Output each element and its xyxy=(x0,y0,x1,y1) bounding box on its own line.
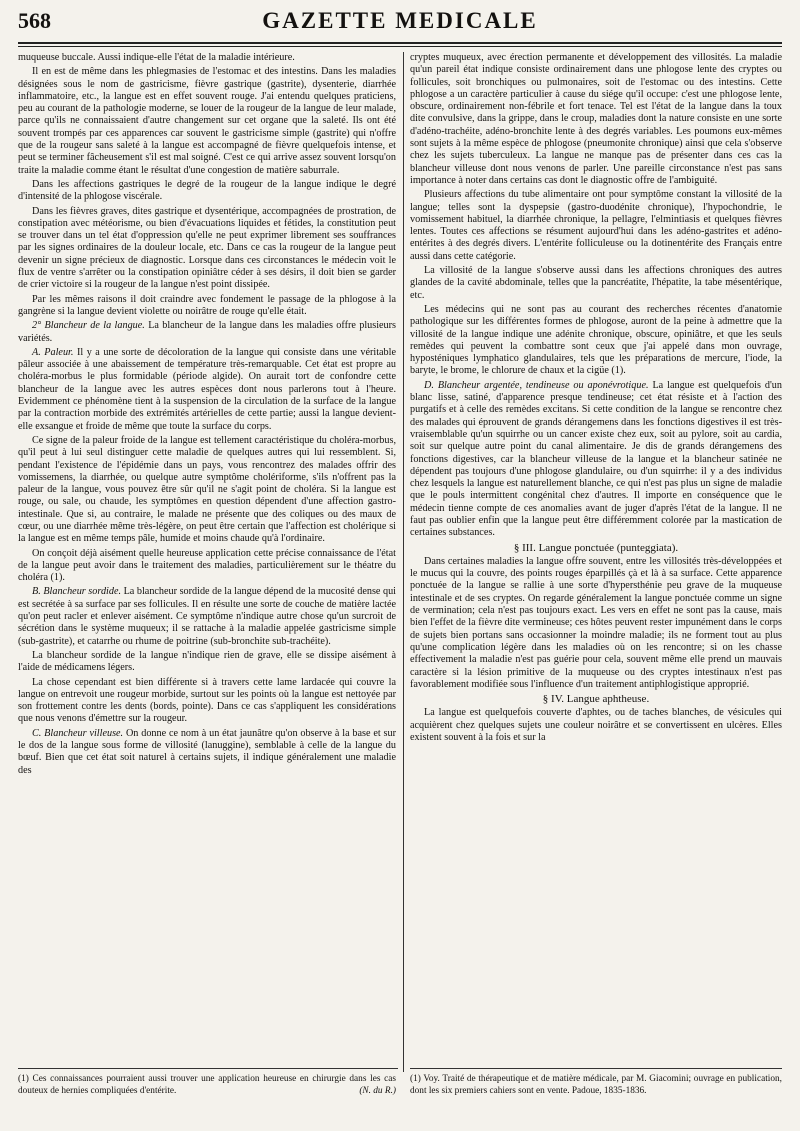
paragraph: Dans certaines maladies la langue offre souvent, entre les villosités très-développées et le mucus qui la couvre, des points rouges éparpillés çà et là à sa surface. Cette apparence ponctuée de la langue se rallie à une sorte d'hypersthénie peu grave de la muqueuse intestinale et de ses cryptes. On regarde généralement la langue ponctuée comme un signe de vermination; cela n'est pas toujours exact. Les vers en effet ne sont pas la cause, mais bien l'effet de la fièvre dite vermineuse; ces hôtes peuvent rester impunément dans le corps de sujets bien portans sans occasionner la moindre maladie; ils ne forment tout au plus qu'une complication légère dans les maladies où on les rencontre; si on les chasse effectivement la maladie n'est pas guérie pour cela, souvent même elle prend un mauvais caractère si la lésion primitive de la muqueuse ou des cryptes intestinaux n'est pas favorablement modifiée sous l'influence d'un traitement antiphlogistique approprié. xyxy=(410,555,782,690)
paragraph: Ce signe de la paleur froide de la langue est tellement caractéristique du choléra-morbus, qu'il peut à lui seul distinguer cette maladie de quelques autres qui lui ressemblent. Si, pendant l'existence de l'épidémie dans un pays, vous rencontrez des malades offrir des vomissemens, la diarrhée, ou quelque autre symptôme cholériforme, s'ils n'offrent pas la paleur de la langue, vous pouvez être sûr qu'il ne s'agit point de choléra. Si la langue est rouge, ou sale, ou chaude, les symptômes en question dépendent d'une affection gastro-intestinale. Que si, au contraire, le malade ne présente que des coliques ou des maux de cœur, ou une diarrhée même très-légère, on peut être certain que l'affection est cholérique si la langue est en même temps pâle, humide et moins chaude qu'à l'ordinaire. xyxy=(18,434,396,545)
left-column xyxy=(18,52,396,1052)
paleur-paragraph xyxy=(18,347,396,433)
footnote-left xyxy=(18,1074,396,1097)
paragraph-text: La langue est quelquefois d'un blanc lisse, satiné, d'apparence presque tendineuse; cet état résiste et à l'action des purgatifs et à celle des remèdes excitans. Si cette condition de la langue se rencontre chez des malades qui éprouvent de grands dérangemens dans les fonctions digestives il est très-vraisemblable qu'un squirrhe ou un cancer existe chez eux, soit au pylore, soit au cardia, soit sur quelque autre point du canal alimentaire. Je dis de grands dérangemens des fonctions digestives, car la blancheur villeuse de la langue et la blancheur satinée ne dépendent pas toujours d'une phlogose glandulaire, ou d'un squirrhe: il y a des individus chez lesquels la langue est naturellement blanche, ce qui n'est pas plus un signe de maladie que le pouls intermittent congénital chez d'autres. Il importe en conséquence que le médecin tienne compte de ces anomalies avant de juger d'après l'état de la langue. Il ne faut pas oublier enfin que la langue peut être différemment colorée par la mastication de certaines substances. xyxy=(410,379,782,539)
footnote-signature: (N. du R.) xyxy=(359,1085,396,1096)
paragraph: Dans les affections gastriques le degré de la rougeur de la langue indique le degré d'intensité de la phlogose viscérale. xyxy=(18,178,396,203)
blancheur-paragraph xyxy=(18,320,396,345)
paragraph-text: La blancheur de la langue dans les maladies offre plusieurs variétés. xyxy=(18,320,396,344)
subheading: B. Blancheur sordide. xyxy=(32,586,122,598)
sordide-paragraph xyxy=(18,586,396,647)
section-title: § III. Langue ponctuée (punteggiata). xyxy=(513,541,679,554)
header-rule-thin xyxy=(18,46,782,47)
subheading: D. Blancheur argentée, tendineuse ou aponévrotique. xyxy=(424,379,649,391)
paragraph: La blancheur sordide de la langue n'indique rien de grave, elle se dissipe aisément à l'aide de médicamens légers. xyxy=(18,649,396,674)
paragraph: muqueuse buccale. Aussi indique-elle l'état de la maladie intérieure. xyxy=(18,52,295,63)
subheading: C. Blancheur villeuse. xyxy=(32,727,124,739)
paragraph-text: La blancheur sordide de la langue dépend de la mucosité dense qui est secrétée à sa surface par ses follicules. Il en résulte une sorte de couche de matière lactée qu'on peut racler et enlever aisément. Ce symptôme n'indique autre chose qu'un surcroit de sécrétion dans le système muqueux; il se rattache à la maladie appelée gastricisme simple (sub-gastrite), et catarrhe ou rhume de poitrine (sub-bronchite sub-trachéite). xyxy=(18,586,396,647)
paragraph: Dans les fièvres graves, dites gastrique et dysentérique, accompagnées de prostration, de constipation avec météorisme, ou bien d'évacuations liquides et fétides, la constitution peut se trouver dans un tel état d'oppression qu'elle ne peut exprimer librement ses souffrances par les signes ordinaires de la douleur locale, etc. Dans ce cas la rougeur de la langue peut devenir un signe précieux de diagnostic. Lorsque dans ces circonstances le médecin voit le flux de ventre s'arrêter ou la constipation opiniâtre céder à ses désirs, il doit bien se garder de crier victoire si la rougeur de la langue n'est point dissipée. xyxy=(18,205,396,291)
right-column xyxy=(410,52,782,1062)
argentee-paragraph xyxy=(410,380,782,540)
paragraph: Les médecins qui ne sont pas au courant des recherches récentes d'anatomie pathologique sur les différentes formes de phlogose, auront de la peine à admettre que la villosité de la langue indique une adénite chronique, obscure, opiniâtre, et que les seuls remèdes qui peuvent la combattre sont ceux que j'ai appelé dans mon ouvrage, hyposténiques lymphatico glandulaires, tels que les préparations de mercure, l'iode, la baryte, le brome, le chlorure de chaux et la cigüe (1). xyxy=(410,303,782,377)
paragraph: Il en est de même dans les phlegmasies de l'estomac et des intestins. Dans les maladies désignées sous le nom de gastricisme, fièvre gastrique (gastrite), dysenterie, diarrhée inflammatoire, etc., la langue est en effet souvent rouge. J'ai entendu quelques praticiens, peu au courant de la pathologie moderne, se louer de la rougeur de la langue de leur malade, parce qu'ils ne connaissaient d'autre changement sur cet organe que la saleté. Ils ont été souvent trompés par ces apparences car souvent le gastricisme simple (gastrite) qui n'offre que de la rougeur sans saleté à la langue est accompagné de fièvre quelquefois intense, et peut se terminer fâcheusement s'il est mal soigné. C'est ce qui arrive assez souvent lorsqu'on traite la maladie comme étant le résultat d'une congestion de matière saburrale. xyxy=(18,66,396,176)
paragraph: La villosité de la langue s'observe aussi dans les affections chroniques des autres glandes de la cavité abdominale, telles que la pancréatite, l'hépatite, la tabe mésentérique, etc. xyxy=(410,265,782,301)
paragraph-text: On donne ce nom à un état jaunâtre qu'on observe à la base et sur le dos de la langue sous forme de villosité (lanuggine), semblable à celle de la langue du bœuf. Bien que cet état soit naturel à certains sujets, il indique généralement une maladie des xyxy=(18,727,396,776)
paragraph: La chose cependant est bien différente si à travers cette lame lardacée qui couvre la langue on entrevoit une rougeur morbide, surtout sur les points où la langue est nettoyée par son frottement contre les dents (bords, pointe). Dans ce cas s'appliquent les considérations que nous venons d'émettre sur la rougeur. xyxy=(18,676,396,725)
footnote-rule xyxy=(18,1068,398,1069)
header-rule xyxy=(18,42,782,44)
footnote-text: (1) Voy. Traité de thérapeutique et de matière médicale, par M. Giacomini; ouvrage en publication, dont les six premiers cahiers sont en vente. Padoue, 1835-1836. xyxy=(410,1074,782,1096)
paragraph-text: Il y a une sorte de décoloration de la langue qui consiste dans une véritable pâleur associée à une abaissement de température très-remarquable. Cet état est propre au choléra-morbus le plus formidable (période algide). On aurait tort de confondre cette blancheur de la langue avec les autres espèces dont nous parlerons tout à l'heure. Evidemment ce phénomène tient à la suspension de la circulation de la surface de la langue par la contraction morbide des extrémités artérielles de cette partie; aussi la langue devient-elle exsangue et froide de même que toute la surface du corps. xyxy=(18,346,396,432)
paragraph: La langue est quelquefois couverte d'aphtes, ou de taches blanches, de vésicules qui acquièrent chez quelques sujets une couleur noirâtre et se convertissent en ulcères. Elles existent souvent à la fois et sur la xyxy=(410,707,782,744)
subheading: A. Paleur. xyxy=(32,346,74,358)
paragraph: Plusieurs affections du tube alimentaire ont pour symptôme constant la villosité de la langue; telles sont la dyspepsie (gastro-duodénite chronique), l'hypochondrie, le vomissement habituel, la diarrhée chronique, la pellagre, l'elmintiasis et quelques fièvres lentes. Toutes ces affections se résument aujourd'hui dans les adéno-gastrites et adéno-entérites à des degrés divers. L'entérite folliculeuse ou la dotinentérite des Français entre aussi dans cette catégorie. xyxy=(410,189,782,262)
page-header xyxy=(18,6,782,44)
paragraph: cryptes muqueux, avec érection permanente et développement des villosités. La maladie qu'un pareil état indique consiste ordinairement dans une phlogose lente des cryptes ou follicules, soit bronchiques ou pulmonaires, soit de l'estomac ou des intestins. Cette phlogose a un caractère particulier à cause du siége qu'il occupe: c'est une phlogose lente, obscure, ordinairement non-fébrile et fort tenace. Tel est l'état de la langue dans la toux dite convulsive, dans la grippe, dans le croup, maladies dont la nature consiste en une sorte d'adéno-trachéite, adéno-bronchite lente à des degrés variables. Les poumons eux-mêmes sont sujets à la même espèce de phlogose (pneumonite chronique) ainsi que cela s'observe chez les sujets tuberculeux. La langue ne manque pas de présenter dans ces cas la blancheur villeuse dont nous venons de parler. Une pareille circonstance n'est pas sans importance à noter dans certains cas dont le diagnostic offre de l'ambiguité. xyxy=(410,52,782,186)
subheading: 2° Blancheur de la langue. xyxy=(32,320,145,332)
footnote-text: (1) Ces connaissances pourraient aussi trouver une application heureuse en chirurgie dans les cas douteux de hernies compliquées d'entérite. xyxy=(18,1074,396,1096)
villeuse-paragraph xyxy=(18,728,396,777)
footnote-rule xyxy=(410,1068,782,1069)
page-number: 568 xyxy=(18,8,51,33)
column-divider xyxy=(403,52,404,1072)
journal-title: GAZETTE MEDICALE xyxy=(262,8,538,33)
paragraph: On conçoit déjà aisément quelle heureuse application cette précise connaissance de l'état de la langue peut avoir dans le traitement des maladies, particulièrement sur le théatre du choléra (1). xyxy=(18,547,396,584)
section-title: § IV. Langue aphtheuse. xyxy=(542,693,650,706)
paragraph: Par les mêmes raisons il doit craindre avec fondement le passage de la phlogose à la gangrène si la langue devient violette ou noirâtre de rouge qu'elle était. xyxy=(18,293,396,317)
footnote-right xyxy=(410,1074,782,1097)
